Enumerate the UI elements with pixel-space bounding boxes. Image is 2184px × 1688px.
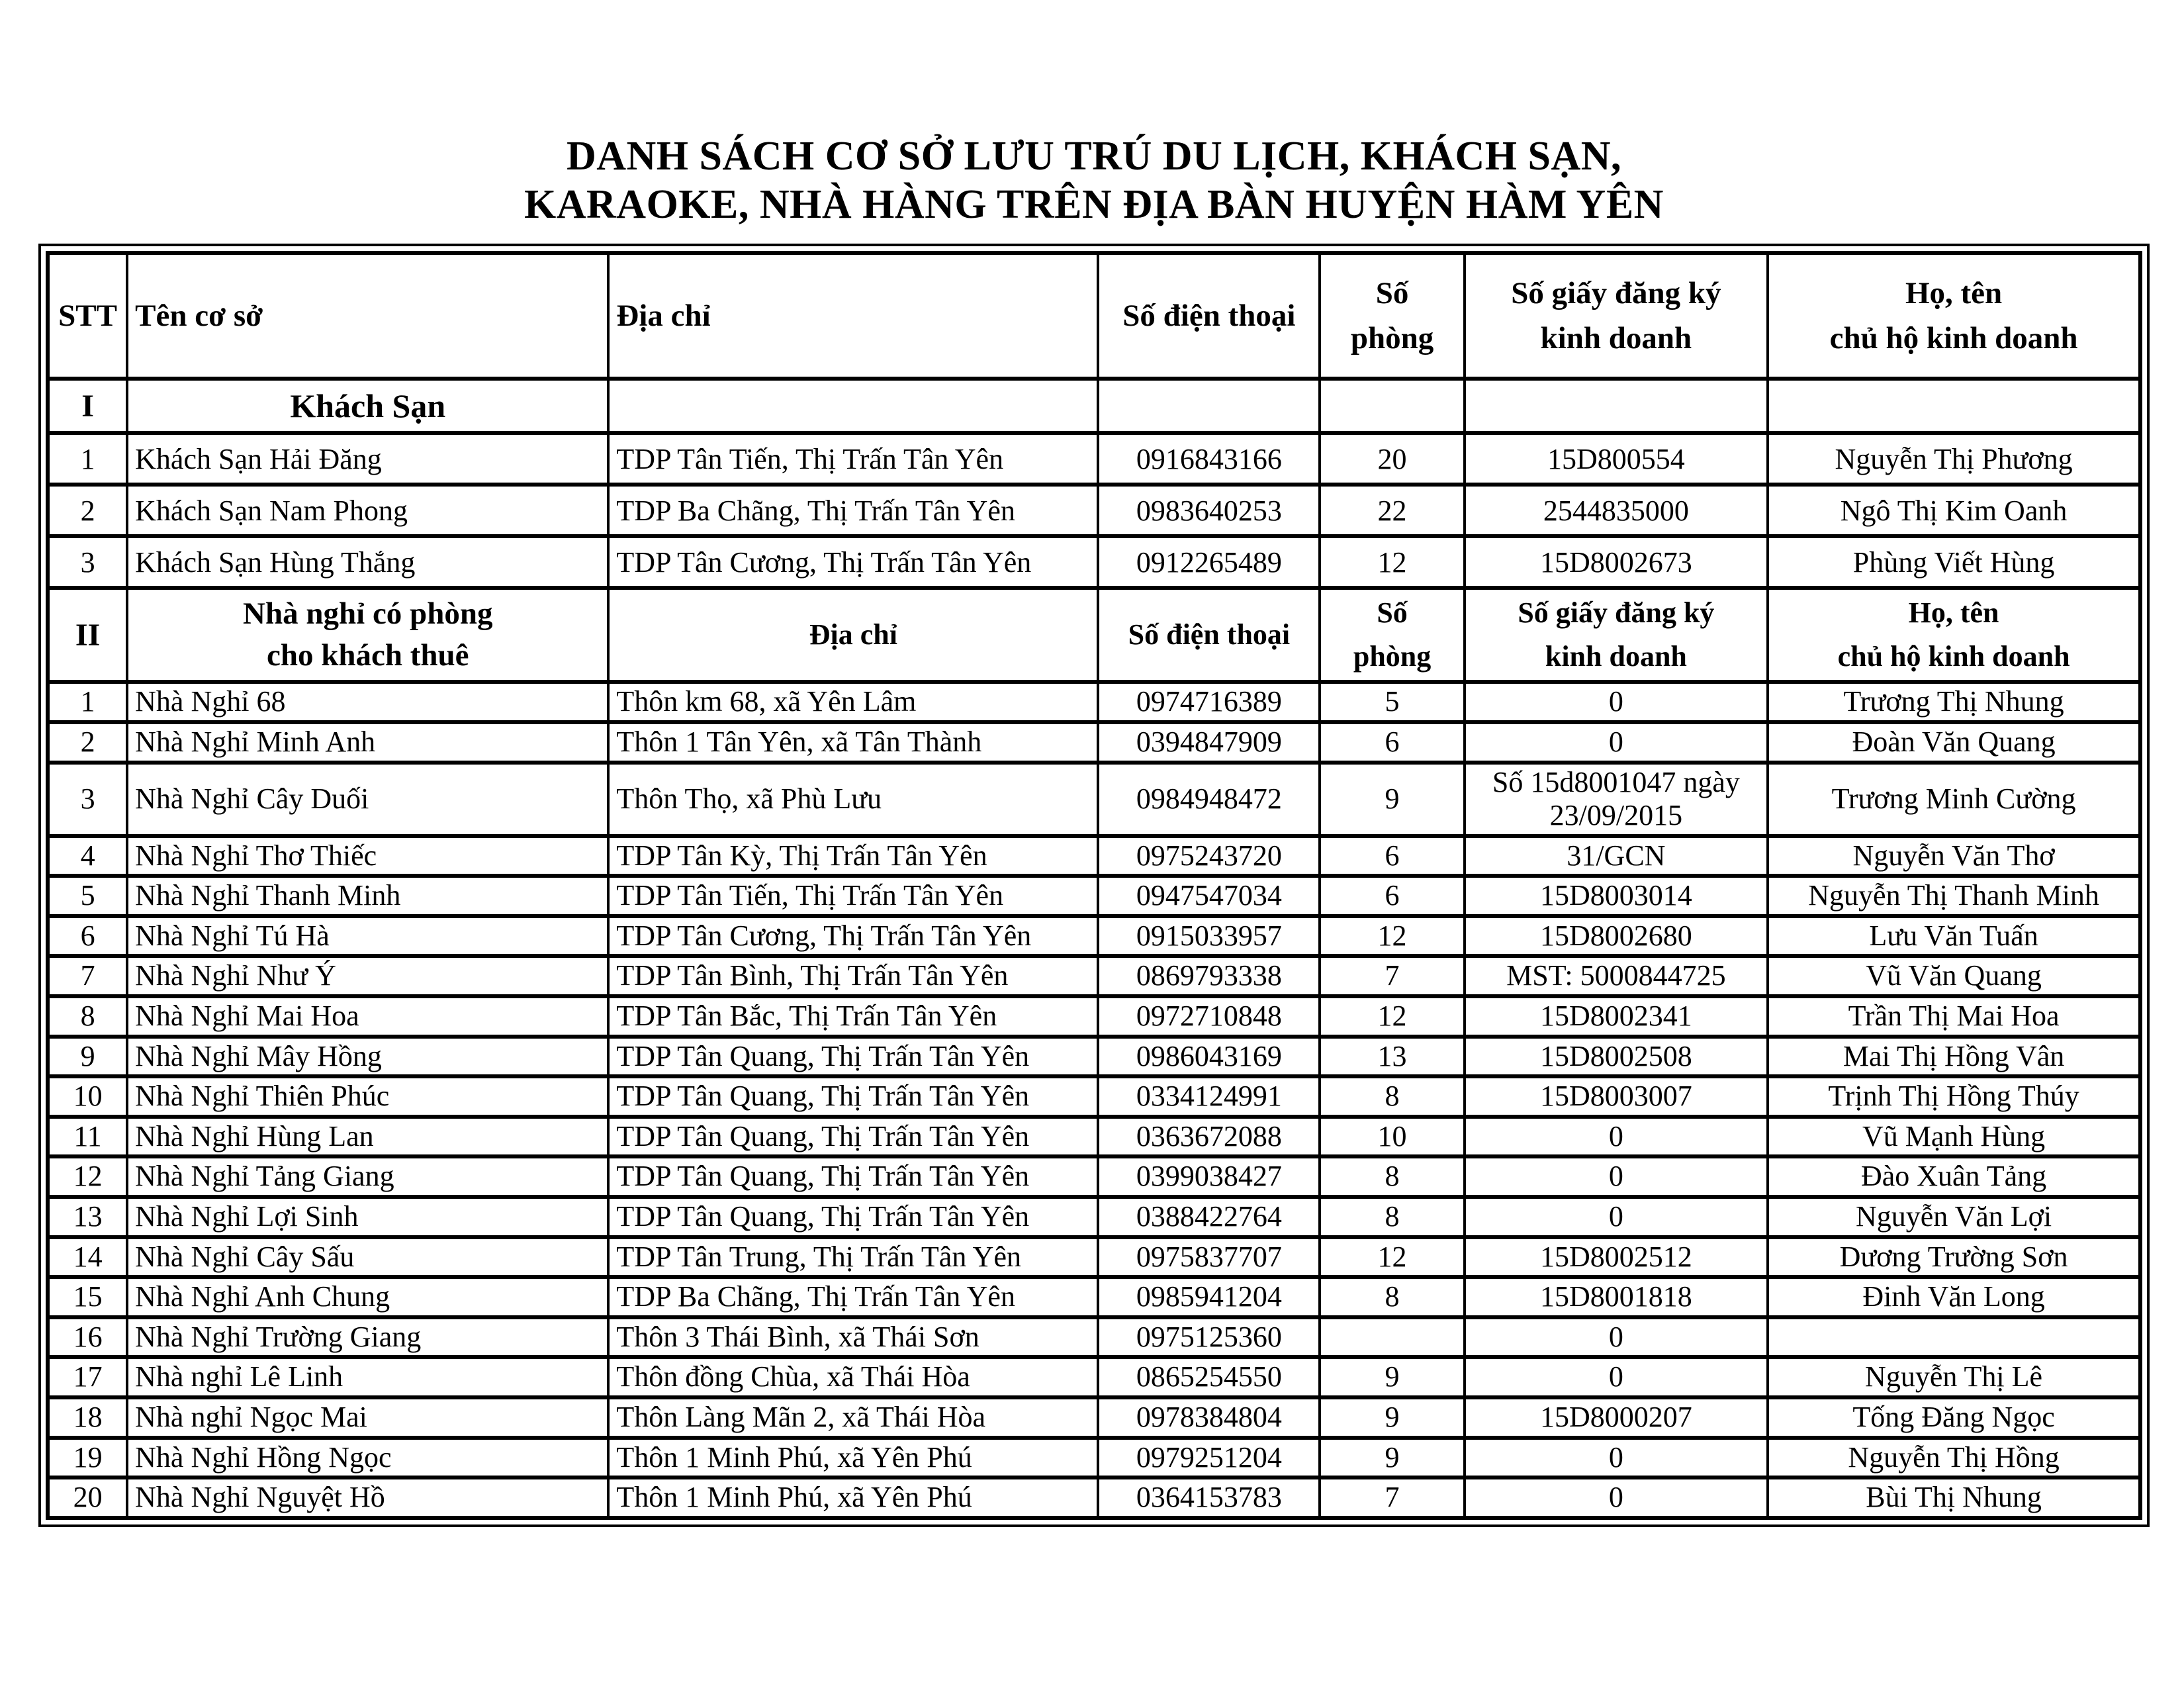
cell-phone: 0972710848 [1098, 996, 1320, 1037]
cell-rooms: 9 [1320, 1438, 1464, 1478]
cell-address: TDP Tân Cương, Thị Trấn Tân Yên [608, 536, 1098, 588]
cell-stt: 14 [48, 1237, 127, 1278]
header-name: Tên cơ sở [127, 253, 608, 379]
section-empty-cell [1320, 379, 1464, 433]
cell-stt: 19 [48, 1438, 127, 1478]
cell-stt: 8 [48, 996, 127, 1037]
header-owner: Họ, tên chủ hộ kinh doanh [1768, 253, 2140, 379]
cell-stt: 13 [48, 1197, 127, 1237]
cell-rooms: 12 [1320, 1237, 1464, 1278]
table-row [48, 1357, 2140, 1397]
table-row [48, 1237, 2140, 1278]
cell-reg: 15D8002673 [1465, 536, 1768, 588]
cell-address: TDP Ba Chãng, Thị Trấn Tân Yên [608, 485, 1098, 536]
table-row [48, 1477, 2140, 1518]
cell-address: TDP Tân Bình, Thị Trấn Tân Yên [608, 956, 1098, 996]
cell-owner: Dương Trường Sơn [1768, 1237, 2140, 1278]
cell-rooms: 9 [1320, 1397, 1464, 1438]
cell-address: Thôn đồng Chùa, xã Thái Hòa [608, 1357, 1098, 1397]
cell-name: Nhà nghỉ Lê Linh [127, 1357, 608, 1397]
cell-phone: 0334124991 [1098, 1076, 1320, 1117]
cell-name: Nhà Nghỉ Thơ Thiếc [127, 836, 608, 876]
cell-name: Nhà Nghỉ 68 [127, 682, 608, 722]
section-title: Nhà nghỉ có phòng cho khách thuê [127, 588, 608, 682]
header-row [48, 253, 2140, 379]
cell-stt: 1 [48, 682, 127, 722]
cell-name: Nhà Nghỉ Lợi Sinh [127, 1197, 608, 1237]
section-numeral: II [48, 588, 127, 682]
cell-address: TDP Tân Quang, Thị Trấn Tân Yên [608, 1156, 1098, 1197]
header-address: Địa chỉ [608, 253, 1098, 379]
cell-phone: 0986043169 [1098, 1037, 1320, 1077]
cell-name: Nhà Nghỉ Cây Duối [127, 763, 608, 836]
cell-reg: 15D8002680 [1465, 916, 1768, 957]
cell-stt: 4 [48, 836, 127, 876]
repeat-header-owner: Họ, tên chủ hộ kinh doanh [1768, 588, 2140, 682]
cell-phone: 0985941204 [1098, 1277, 1320, 1317]
cell-name: Nhà Nghỉ Thanh Minh [127, 876, 608, 916]
cell-owner: Nguyễn Thị Thanh Minh [1768, 876, 2140, 916]
cell-rooms: 20 [1320, 433, 1464, 485]
table-row [48, 876, 2140, 916]
cell-name: Nhà Nghỉ Hồng Ngọc [127, 1438, 608, 1478]
cell-rooms: 5 [1320, 682, 1464, 722]
cell-owner: Vũ Mạnh Hùng [1768, 1117, 2140, 1157]
section-header-row [48, 588, 2140, 682]
cell-rooms: 6 [1320, 876, 1464, 916]
cell-rooms: 8 [1320, 1277, 1464, 1317]
cell-owner: Bùi Thị Nhung [1768, 1477, 2140, 1518]
cell-reg: MST: 5000844725 [1465, 956, 1768, 996]
cell-reg: 15D8000207 [1465, 1397, 1768, 1438]
cell-rooms: 12 [1320, 916, 1464, 957]
cell-rooms: 13 [1320, 1037, 1464, 1077]
table-row [48, 1197, 2140, 1237]
table-outer-border [38, 244, 2150, 1526]
cell-owner: Nguyễn Văn Lợi [1768, 1197, 2140, 1237]
cell-rooms: 8 [1320, 1156, 1464, 1197]
cell-owner: Nguyễn Thị Hồng [1768, 1438, 2140, 1478]
cell-owner: Đào Xuân Tảng [1768, 1156, 2140, 1197]
header-registration: Số giấy đăng ký kinh doanh [1465, 253, 1768, 379]
header-phone: Số điện thoại [1098, 253, 1320, 379]
table-row [48, 485, 2140, 536]
cell-rooms: 7 [1320, 1477, 1464, 1518]
cell-owner: Trần Thị Mai Hoa [1768, 996, 2140, 1037]
cell-owner: Tống Đăng Ngọc [1768, 1397, 2140, 1438]
title-line-2: KARAOKE, NHÀ HÀNG TRÊN ĐỊA BÀN HUYỆN HÀM YÊN [524, 182, 1664, 228]
cell-reg: 0 [1465, 1317, 1768, 1358]
cell-reg: 0 [1465, 1156, 1768, 1197]
cell-stt: 12 [48, 1156, 127, 1197]
cell-address: Thôn Thọ, xã Phù Lưu [608, 763, 1098, 836]
cell-owner: Đinh Văn Long [1768, 1277, 2140, 1317]
cell-reg: 0 [1465, 682, 1768, 722]
cell-phone: 0399038427 [1098, 1156, 1320, 1197]
cell-address: Thôn 1 Tân Yên, xã Tân Thành [608, 722, 1098, 763]
cell-phone: 0978384804 [1098, 1397, 1320, 1438]
section-numeral: I [48, 379, 127, 433]
cell-rooms: 9 [1320, 763, 1464, 836]
cell-phone: 0975837707 [1098, 1237, 1320, 1278]
cell-address: TDP Tân Quang, Thị Trấn Tân Yên [608, 1197, 1098, 1237]
cell-reg: 15D8002512 [1465, 1237, 1768, 1278]
cell-reg: 0 [1465, 1117, 1768, 1157]
cell-name: Nhà Nghỉ Trường Giang [127, 1317, 608, 1358]
cell-phone: 0912265489 [1098, 536, 1320, 588]
cell-phone: 0975125360 [1098, 1317, 1320, 1358]
cell-phone: 0915033957 [1098, 916, 1320, 957]
cell-name: Nhà Nghỉ Tú Hà [127, 916, 608, 957]
cell-name: Nhà Nghỉ Minh Anh [127, 722, 608, 763]
cell-address: TDP Tân Trung, Thị Trấn Tân Yên [608, 1237, 1098, 1278]
cell-owner: Nguyễn Văn Thơ [1768, 836, 2140, 876]
cell-address: Thôn km 68, xã Yên Lâm [608, 682, 1098, 722]
header-rooms: Số phòng [1320, 253, 1464, 379]
cell-rooms: 9 [1320, 1357, 1464, 1397]
cell-stt: 15 [48, 1277, 127, 1317]
cell-reg: 15D8002508 [1465, 1037, 1768, 1077]
table-row [48, 1277, 2140, 1317]
cell-name: Nhà Nghỉ Cây Sấu [127, 1237, 608, 1278]
cell-rooms: 8 [1320, 1197, 1464, 1237]
cell-stt: 1 [48, 433, 127, 485]
cell-reg: 0 [1465, 1197, 1768, 1237]
cell-address: Thôn 3 Thái Bình, xã Thái Sơn [608, 1317, 1098, 1358]
cell-address: TDP Tân Cương, Thị Trấn Tân Yên [608, 916, 1098, 957]
cell-owner: Vũ Văn Quang [1768, 956, 2140, 996]
cell-owner [1768, 1317, 2140, 1358]
cell-stt: 18 [48, 1397, 127, 1438]
table-head [48, 253, 2140, 379]
cell-stt: 11 [48, 1117, 127, 1157]
cell-name: Nhà Nghỉ Hùng Lan [127, 1117, 608, 1157]
cell-rooms: 22 [1320, 485, 1464, 536]
cell-stt: 9 [48, 1037, 127, 1077]
cell-stt: 2 [48, 485, 127, 536]
cell-stt: 6 [48, 916, 127, 957]
cell-phone: 0364153783 [1098, 1477, 1320, 1518]
cell-owner: Trương Thị Nhung [1768, 682, 2140, 722]
cell-stt: 3 [48, 763, 127, 836]
cell-address: TDP Tân Quang, Thị Trấn Tân Yên [608, 1037, 1098, 1077]
section-title: Khách Sạn [127, 379, 608, 433]
cell-address: Thôn Làng Mãn 2, xã Thái Hòa [608, 1397, 1098, 1438]
cell-reg: 15D8003007 [1465, 1076, 1768, 1117]
establishments-table [46, 251, 2142, 1519]
table-row [48, 1076, 2140, 1117]
cell-owner: Mai Thị Hồng Vân [1768, 1037, 2140, 1077]
cell-stt: 2 [48, 722, 127, 763]
cell-phone: 0979251204 [1098, 1438, 1320, 1478]
cell-address: TDP Tân Quang, Thị Trấn Tân Yên [608, 1117, 1098, 1157]
cell-stt: 5 [48, 876, 127, 916]
table-row [48, 836, 2140, 876]
cell-address: Thôn 1 Minh Phú, xã Yên Phú [608, 1438, 1098, 1478]
table-row [48, 1117, 2140, 1157]
cell-stt: 10 [48, 1076, 127, 1117]
table-row [48, 1317, 2140, 1358]
cell-address: TDP Tân Kỳ, Thị Trấn Tân Yên [608, 836, 1098, 876]
cell-reg: 15D8001818 [1465, 1277, 1768, 1317]
cell-stt: 3 [48, 536, 127, 588]
cell-owner: Trịnh Thị Hồng Thúy [1768, 1076, 2140, 1117]
cell-rooms [1320, 1317, 1464, 1358]
table-body [48, 379, 2140, 1517]
cell-reg: 31/GCN [1465, 836, 1768, 876]
cell-rooms: 8 [1320, 1076, 1464, 1117]
cell-rooms: 10 [1320, 1117, 1464, 1157]
cell-address: TDP Tân Bắc, Thị Trấn Tân Yên [608, 996, 1098, 1037]
table-row [48, 1037, 2140, 1077]
cell-phone: 0983640253 [1098, 485, 1320, 536]
cell-name: Nhà Nghỉ Thiên Phúc [127, 1076, 608, 1117]
cell-owner: Nguyễn Thị Lê [1768, 1357, 2140, 1397]
cell-reg: 15D800554 [1465, 433, 1768, 485]
section-empty-cell [1465, 379, 1768, 433]
cell-phone: 0974716389 [1098, 682, 1320, 722]
cell-phone: 0984948472 [1098, 763, 1320, 836]
table-row [48, 916, 2140, 957]
cell-name: Nhà Nghỉ Như Ý [127, 956, 608, 996]
title-line-1: DANH SÁCH CƠ SỞ LƯU TRÚ DU LỊCH, KHÁCH SẠN, [566, 134, 1622, 179]
cell-reg: 0 [1465, 722, 1768, 763]
cell-owner: Phùng Viết Hùng [1768, 536, 2140, 588]
cell-owner: Nguyễn Thị Phương [1768, 433, 2140, 485]
cell-rooms: 6 [1320, 836, 1464, 876]
cell-name: Nhà Nghỉ Mai Hoa [127, 996, 608, 1037]
cell-reg: 0 [1465, 1438, 1768, 1478]
cell-rooms: 12 [1320, 536, 1464, 588]
cell-phone: 0363672088 [1098, 1117, 1320, 1157]
table-row [48, 956, 2140, 996]
cell-address: TDP Tân Quang, Thị Trấn Tân Yên [608, 1076, 1098, 1117]
document-title [38, 132, 2150, 229]
cell-owner: Lưu Văn Tuấn [1768, 916, 2140, 957]
cell-phone: 0947547034 [1098, 876, 1320, 916]
cell-owner: Đoàn Văn Quang [1768, 722, 2140, 763]
cell-owner: Trương Minh Cường [1768, 763, 2140, 836]
cell-reg: 0 [1465, 1477, 1768, 1518]
cell-owner: Ngô Thị Kim Oanh [1768, 485, 2140, 536]
header-stt: STT [48, 253, 127, 379]
cell-name: Nhà Nghỉ Nguyệt Hồ [127, 1477, 608, 1518]
repeat-header-address: Địa chỉ [608, 588, 1098, 682]
table-row [48, 1156, 2140, 1197]
cell-stt: 17 [48, 1357, 127, 1397]
cell-address: Thôn 1 Minh Phú, xã Yên Phú [608, 1477, 1098, 1518]
cell-address: TDP Tân Tiến, Thị Trấn Tân Yên [608, 433, 1098, 485]
table-row [48, 763, 2140, 836]
cell-address: TDP Ba Chãng, Thị Trấn Tân Yên [608, 1277, 1098, 1317]
cell-phone: 0388422764 [1098, 1197, 1320, 1237]
cell-name: Khách Sạn Hùng Thắng [127, 536, 608, 588]
table-row [48, 996, 2140, 1037]
table-row [48, 682, 2140, 722]
cell-phone: 0394847909 [1098, 722, 1320, 763]
cell-reg: 0 [1465, 1357, 1768, 1397]
cell-name: Nhà nghỉ Ngọc Mai [127, 1397, 608, 1438]
cell-reg: 15D8003014 [1465, 876, 1768, 916]
cell-name: Nhà Nghỉ Mây Hồng [127, 1037, 608, 1077]
cell-rooms: 12 [1320, 996, 1464, 1037]
cell-phone: 0916843166 [1098, 433, 1320, 485]
cell-phone: 0869793338 [1098, 956, 1320, 996]
cell-name: Khách Sạn Hải Đăng [127, 433, 608, 485]
cell-reg: Số 15d8001047 ngày 23/09/2015 [1465, 763, 1768, 836]
cell-reg: 15D8002341 [1465, 996, 1768, 1037]
table-row [48, 536, 2140, 588]
section-empty-cell [1098, 379, 1320, 433]
table-row [48, 433, 2140, 485]
cell-name: Nhà Nghỉ Anh Chung [127, 1277, 608, 1317]
cell-name: Khách Sạn Nam Phong [127, 485, 608, 536]
cell-stt: 16 [48, 1317, 127, 1358]
cell-rooms: 6 [1320, 722, 1464, 763]
cell-name: Nhà Nghỉ Tảng Giang [127, 1156, 608, 1197]
cell-address: TDP Tân Tiến, Thị Trấn Tân Yên [608, 876, 1098, 916]
section-empty-cell [1768, 379, 2140, 433]
repeat-header-phone: Số điện thoại [1098, 588, 1320, 682]
repeat-header-rooms: Số phòng [1320, 588, 1464, 682]
table-row [48, 1397, 2140, 1438]
section-header-row [48, 379, 2140, 433]
cell-phone: 0975243720 [1098, 836, 1320, 876]
cell-stt: 20 [48, 1477, 127, 1518]
table-row [48, 1438, 2140, 1478]
cell-reg: 2544835000 [1465, 485, 1768, 536]
cell-rooms: 7 [1320, 956, 1464, 996]
section-empty-cell [608, 379, 1098, 433]
cell-stt: 7 [48, 956, 127, 996]
cell-phone: 0865254550 [1098, 1357, 1320, 1397]
repeat-header-reg: Số giấy đăng ký kinh doanh [1465, 588, 1768, 682]
table-row [48, 722, 2140, 763]
